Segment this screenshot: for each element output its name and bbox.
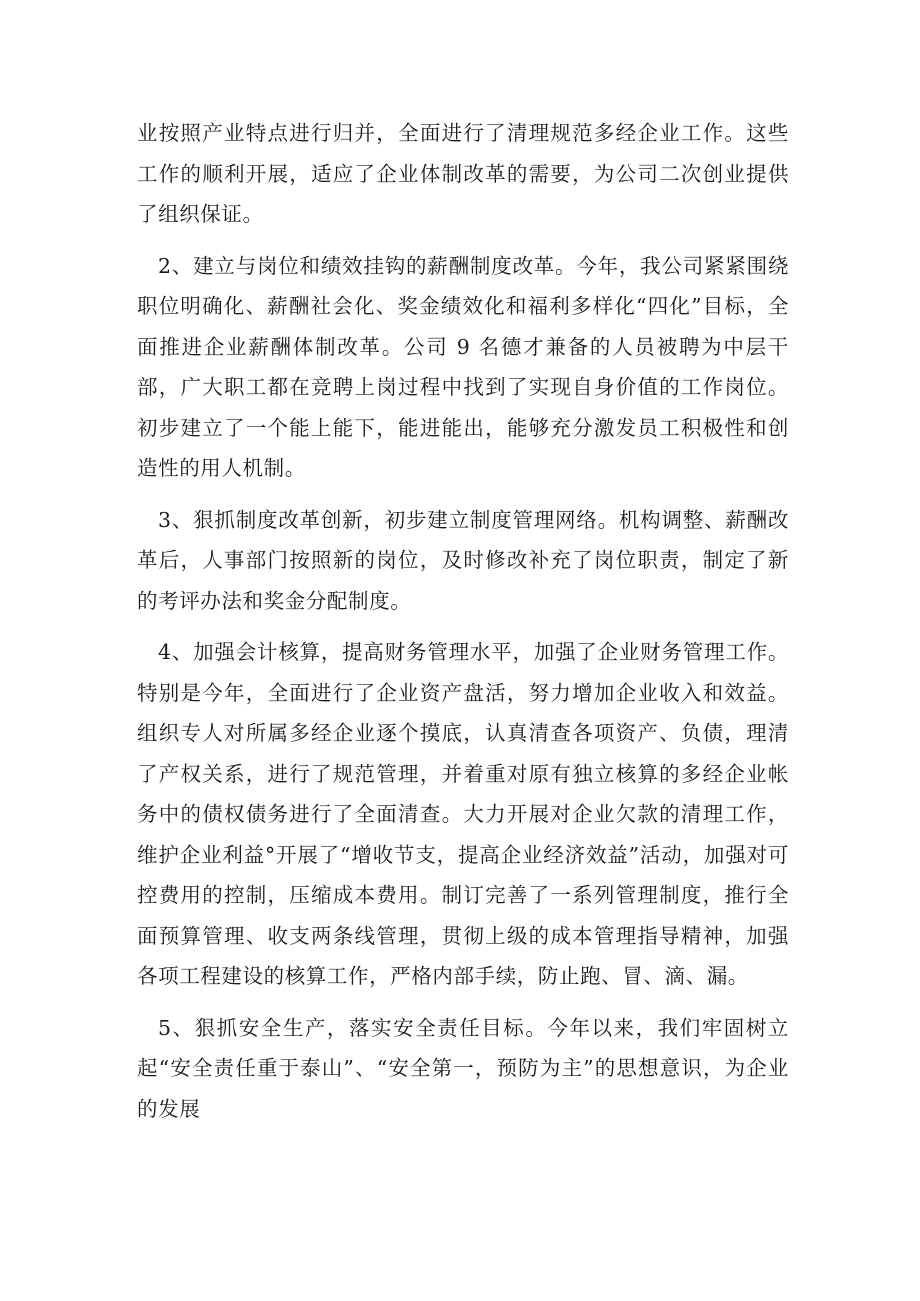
paragraph-item-3: 3、狠抓制度改革创新，初步建立制度管理网络。机构调整、薪酬改革后，人事部门按照新的岗位，及时修改补充了岗位职责，制定了新的考评办法和奖金分配制度。 — [137, 507, 789, 613]
paragraph-item-5: 5、狠抓安全生产，落实安全责任目标。今年以来，我们牢固树立起“安全责任重于泰山”、“安全第一，预防为主”的思想意识，为企业的发展 — [137, 1015, 789, 1121]
paragraph-item-2: 2、建立与岗位和绩效挂钩的薪酬制度改革。今年，我公司紧紧围绕职位明确化、薪酬社会化、奖金绩效化和福利多样化“四化”目标，全面推进企业薪酬体制改革。公司 9 名德才兼备的人员被聘为中层干部，广大职工都在竞聘上岗过程中找到了实现自身价值的工作岗位。初步建立了一个能上能下，能进能出，能够充分激发员工积极性和创造性的用人机制。 — [137, 253, 789, 480]
paragraph-item-4: 4、加强会计核算，提高财务管理水平，加强了企业财务管理工作。特别是今年，全面进行了企业资产盘活，努力增加企业收入和效益。组织专人对所属多经企业逐个摸底，认真清查各项资产、负债，理清了产权关系，进行了规范管理，并着重对原有独立核算的多经企业帐务中的债权债务进行了全面清查。大力开展对企业欠款的清理工作，维护企业利益°开展了“增收节支，提高企业经济效益”活动，加强对可控费用的控制，压缩成本费用。制订完善了一系列管理制度，推行全面预算管理、收支两条线管理，贯彻上级的成本管理指导精神，加强各项工程建设的核算工作，严格内部手续，防止跑、冒、滴、漏。 — [137, 640, 789, 988]
document-body — [137, 113, 789, 1140]
paragraph-continuation: 业按照产业特点进行归并，全面进行了清理规范多经企业工作。这些工作的顺利开展，适应了企业体制改革的需要，为公司二次创业提供了组织保证。 — [137, 121, 789, 226]
